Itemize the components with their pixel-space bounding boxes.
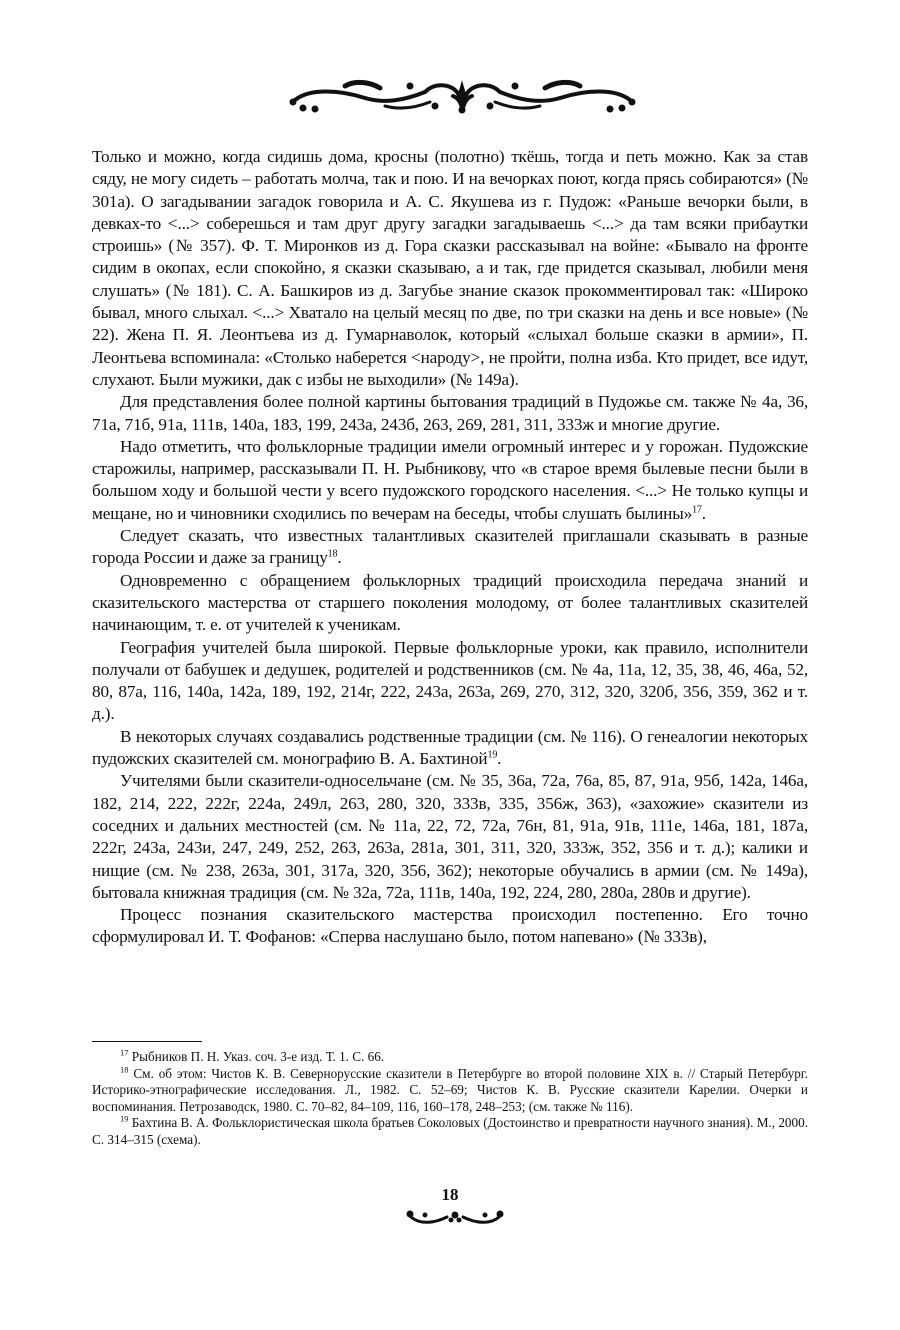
paragraph-9 (92, 904, 808, 949)
footnote-number: 19 (120, 1113, 129, 1124)
footnote-text: См. об этом: Чистов К. В. Севернорусские сказители в Петербурге во второй половине XIX в. // Старый Петербург. Историко-этнографические исследования. Л., 1982. С. 52–69; Чистов К. В. Русские сказители Карелии. Очерки и воспоминания. Петрозаводск, 1980. С. 70–82, 84–109, 116, 160–178, 248–253; (см. также № 116). (92, 1065, 808, 1114)
paragraph-3 (92, 436, 808, 525)
main-body-text (92, 146, 808, 949)
footnote-18 (92, 1066, 808, 1116)
paragraph-7 (92, 726, 808, 771)
footnote-divider (92, 1041, 202, 1042)
paragraph-text: Для представления более полной картины бытования традиций в Пудожье см. также № 4а, 36, 71а, 71б, 91а, 111в, 140а, 183, 199, 243а, 243б, 263, 269, 281, 311, 333ж и многие другие. (92, 392, 808, 434)
footnote-number: 17 (120, 1047, 129, 1058)
footnote-ref-18[interactable]: 18 (327, 548, 338, 560)
footnotes (92, 1049, 808, 1148)
footnote-19 (92, 1115, 808, 1148)
paragraph-tail: . (701, 503, 706, 523)
paragraph-4 (92, 525, 808, 570)
footnote-number: 18 (120, 1064, 129, 1075)
page-number: 18 (441, 1185, 459, 1204)
footnote-ref-17[interactable]: 17 (692, 504, 702, 516)
paragraph-2 (92, 391, 808, 436)
footnote-ref-19[interactable]: 19 (487, 749, 498, 761)
paragraph-5 (92, 570, 808, 637)
paragraph-text: Учителями были сказители-односельчане (см. № 35, 36а, 72а, 76а, 85, 87, 91а, 95б, 142а, 146а, 182, 214, 222, 222г, 224а, 249л, 263, 280, 320, 333в, 335, 356ж, 363), «захожие» сказители из соседних и дальних местностей (см. № 11а, 22, 72, 72а, 76н, 81, 91а, 91в, 111е, 146а, 181, 187а, 222г, 243а, 243и, 247, 249, 252, 263, 263а, 281а, 301, 311, 320, 333ж, 352, 356 и т. д.); калики и нищие (см. № 238, 263а, 301, 317а, 320, 356, 362); некоторые обучались в армии (см. № 149а), бытовала книжная традиция (см. № 32а, 72а, 111в, 140а, 192, 224, 280, 280а, 280в и другие). (92, 771, 808, 902)
paragraph-text: Только и можно, когда сидишь дома, кросны (полотно) ткёшь, тогда и петь можно. Как за став сяду, не могу сидеть – работать молча, так и пою. И на вечорках поют, когда прясь собираются» (№ 301а). О загадывании загадок говорила и А. С. Якушева из г. Пудож: «Раньше вечорки были, в девках-то <...> соберешься и там друг другу загадки загадываешь <...> да там всяки прибаутки строишь» (№ 357). Ф. Т. Миронков из д. Гора сказки рассказывал на войне: «Бывало на фронте сидим в окопах, если спокойно, я сказки сказываю, а и так, где придется сказывал, любили меня слушать» (№ 181). С. А. Башкиров из д. Загубье знание сказок прокомментировал так: «Широко бывал, много слыхал. <...> Хватало на целый месяц по две, по три сказки на день и все новые» (№ 22). Жена П. Я. Леонтьева из д. Гумарнаволок, который «слыхал больше сказки в армии», П. Леонтьева вспоминала: «Столько наберется <народу>, не пройти, полна изба. Кто придет, все идут, слухают. Были мужики, дак с избы не выходили» (№ 149а). (92, 147, 808, 389)
paragraph-6 (92, 637, 808, 726)
paragraph-tail: . (337, 548, 342, 568)
paragraph-text: Надо отметить, что фольклорные традиции имели огромный интерес и у горожан. Пудожские старожилы, например, рассказывали П. Н. Рыбникову, что «в старое время былевые песни были в большом ходу и большой чести у всего пудожского городского населения. <...> Не только купцы и мещане, но и чиновники сходились по вечерам на беседы, чтобы слушать былины» (92, 436, 808, 523)
footnote-17 (92, 1049, 808, 1066)
paragraph-text: География учителей была широкой. Первые фольклорные уроки, как правило, исполнители получали от бабушек и дедушек, родителей и родственников (см. № 4а, 11а, 12, 35, 38, 46, 46а, 52, 80, 87а, 116, 140а, 142а, 189, 192, 214г, 222, 243а, 263а, 269, 270, 312, 320, 320б, 356, 359, 362 и т. д.). (92, 637, 808, 724)
footnote-text: Рыбников П. Н. Указ. соч. 3-е изд. Т. 1. С. 66. (128, 1049, 385, 1064)
paragraph-tail: . (497, 749, 502, 769)
paragraph-text: Одновременно с обращением фольклорных традиций происходила передача знаний и сказительского мастерства от старшего поколения молодому, от более талантливых сказителей начинающим, т. е. от учителей к ученикам. (92, 570, 808, 635)
top-ornament-icon (285, 78, 640, 114)
bottom-ornament-icon (405, 1205, 505, 1227)
paragraph-text: Процесс познания сказительского мастерства происходил постепенно. Его точно сформулировал И. Т. Фофанов: «Сперва наслушано было, потом напевано» (№ 333в), (92, 905, 808, 947)
paragraph-text: Следует сказать, что известных талантливых сказителей приглашали сказывать в разные города России и даже за границу (92, 526, 808, 568)
paragraph-8 (92, 770, 808, 904)
paragraph-1 (92, 146, 808, 391)
paragraph-text: В некоторых случаях создавались родственные традиции (см. № 116). О генеалогии некоторых пудожских сказителей см. монографию В. А. Бахтиной (92, 726, 808, 769)
footnote-text: Бахтина В. А. Фольклористическая школа братьев Соколовых (Достоинство и превратности научного знания). М., 2000. С. 314–315 (схема). (92, 1115, 808, 1147)
